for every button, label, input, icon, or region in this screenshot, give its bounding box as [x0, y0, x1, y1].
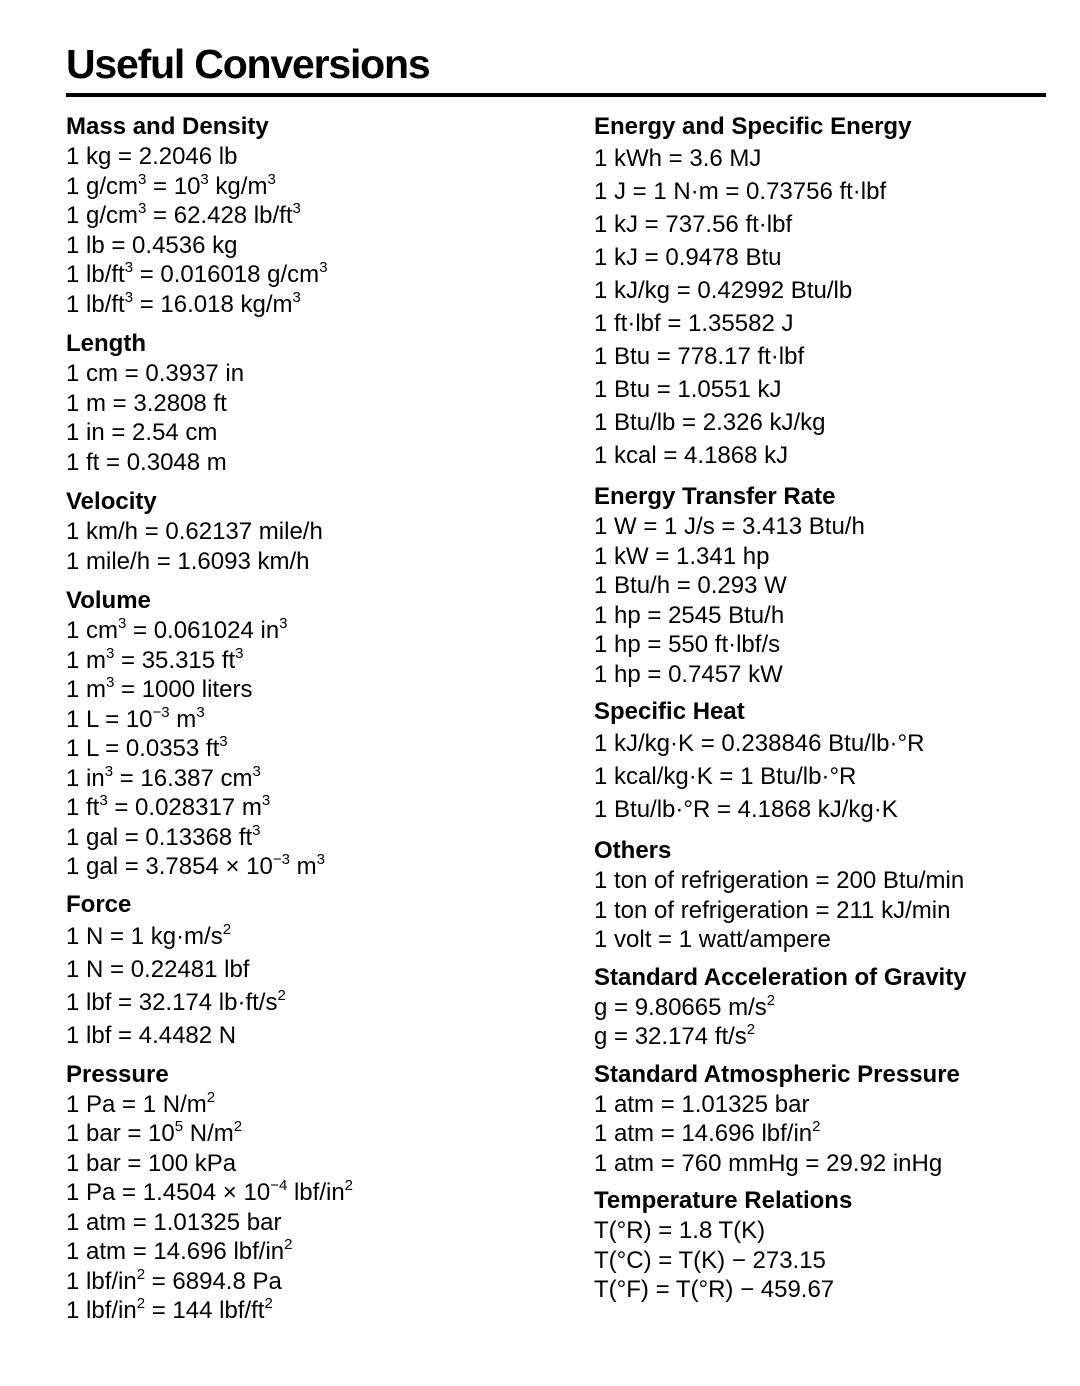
conversion-line: 1 kcal = 4.1868 kJ	[594, 442, 789, 469]
conversion-line: 1 bar = 100 kPa	[66, 1149, 237, 1177]
conversion-line: 1 lbf = 4.4482 N	[66, 1021, 237, 1049]
conversion-line: 1 lbf/$in^2 = 144$ lbf/$ft^2$	[66, 1295, 273, 1324]
conversion-line: 1 lb = 0.4536 kg	[66, 231, 238, 259]
conversion-line: 1 hp = 2545 Btu/h	[594, 601, 785, 629]
section-heading: Force	[66, 890, 132, 918]
conversion-line: 1 kW = 1.341 hp	[594, 542, 770, 570]
section-standard-acceleration-of-gravity	[594, 963, 1054, 1052]
conversion-line: 1 mile/h = 1.6093 km/h	[66, 547, 310, 575]
conversion-line: 1 hp = 550 ft·lbf/s	[594, 631, 781, 658]
conversion-line: 1 $L = 10^{-3}$ $m^3$	[66, 703, 205, 733]
section-heading: Specific Heat	[594, 698, 745, 725]
conversion-line: 1 lbf/$in^2 = 6894.8$ Pa	[66, 1265, 282, 1295]
conversion-line: T(°C) = T(K) − 273.15	[594, 1246, 826, 1274]
section-heading: Volume	[66, 587, 151, 614]
conversion-line: T(°R) = 1.8 T(K)	[594, 1217, 766, 1244]
conversion-line: 1 Btu/lb = 2.326 kJ/kg	[594, 409, 826, 436]
conversion-line: 1 atm = 760 mmHg = 29.92 inHg	[594, 1149, 943, 1177]
conversion-line: 1 kJ/kg = 0.42992 Btu/lb	[594, 277, 853, 304]
conversion-line: 1 lbf = 32.174 $lb\cdot ft/s^2$	[66, 986, 286, 1016]
conversion-line: T(°F) = T(°R) − 459.67	[594, 1276, 835, 1303]
conversion-line: 1 Btu/h = 0.293 W	[594, 572, 787, 599]
left-column	[66, 112, 566, 1326]
section-heading: Standard Acceleration of Gravity	[594, 963, 967, 991]
section-temperature-relations	[594, 1186, 1054, 1305]
conversion-line: 1 Btu/lb·°R = 4.1868 kJ/kg·K	[594, 796, 898, 823]
conversion-line: 1 $g/cm^3 = 10^3$ $kg/m^3$	[66, 170, 276, 200]
conversion-line: 1 $in^3 = 16.387$ $cm^3$	[66, 762, 261, 792]
conversion-line: 1 Btu = 1.0551 kJ	[594, 376, 782, 403]
conversion-line: 1 $m^3 = 1000$ liters	[66, 674, 253, 703]
section-energy-and-specific-energy	[594, 112, 1054, 472]
conversion-line: 1 volt = 1 watt/ampere	[594, 926, 831, 953]
conversion-line: 1 hp = 0.7457 kW	[594, 660, 783, 688]
conversion-line: 1 Pa = 1 $N/m^2$	[66, 1088, 216, 1118]
conversion-line: 1 gal = $3.7854 \times 10^{-3}$ $m^3$	[66, 851, 325, 880]
title-divider	[66, 93, 1046, 97]
section-heading: Pressure	[66, 1060, 169, 1088]
conversion-line: 1 km/h = 0.62137 mile/h	[66, 518, 323, 545]
conversion-line: 1 $cm^3 = 0.061024$ $in^3$	[66, 615, 288, 644]
conversion-line: 1 ton of refrigeration = 200 Btu/min	[594, 867, 965, 894]
conversion-line: g = 32.174 $ft/s^2$	[594, 1021, 756, 1050]
conversion-line: g = 9.80665 $m/s^2$	[594, 991, 776, 1021]
section-others	[594, 836, 1054, 955]
section-heading: Velocity	[66, 488, 157, 515]
section-heading: Others	[594, 837, 672, 864]
section-length	[66, 329, 566, 477]
conversion-line: 1 atm = 1.01325 bar	[66, 1208, 282, 1236]
right-column	[594, 112, 1054, 1305]
conversion-line: 1 N = 1 $kg\cdot m/s^2$	[66, 920, 232, 950]
conversion-line: 1 $lb/ft^3 = 0.016018$ $g/cm^3$	[66, 259, 328, 288]
section-energy-transfer-rate	[594, 482, 1054, 689]
conversion-line: 1 kJ = 0.9478 Btu	[594, 244, 782, 271]
conversion-line: 1 gal = 0.13368 $ft^3$	[66, 821, 261, 851]
conversion-line: 1 $g/cm^3 = 62.428$ $lb/ft^3$	[66, 200, 301, 229]
section-specific-heat	[594, 697, 1054, 826]
conversion-line: 1 cm = 0.3937 in	[66, 360, 245, 387]
page-title: Useful Conversions	[66, 41, 430, 87]
conversion-line: 1 $Pa = 1.4504 \times 10^{-4}$ lbf/$in^2$	[66, 1177, 354, 1206]
conversion-line: 1 atm = 14.696 lbf/$in^2$	[594, 1118, 821, 1147]
section-velocity	[66, 487, 566, 576]
conversion-line: 1 kJ/kg·K = 0.238846 Btu/lb·°R	[594, 730, 925, 757]
section-heading: Energy and Specific Energy	[594, 113, 912, 140]
conversion-line: 1 kWh = 3.6 MJ	[594, 145, 762, 172]
conversion-line: 1 atm = 14.696 lbf/$in^2$	[66, 1236, 293, 1265]
section-force	[66, 890, 566, 1052]
conversion-line: 1 bar = $10^5$ $N/m^2$	[66, 1118, 243, 1147]
conversion-line: 1 $lb/ft^3 = 16.018$ $kg/m^3$	[66, 288, 301, 318]
section-heading: Standard Atmospheric Pressure	[594, 1060, 960, 1088]
conversion-line: 1 kg = 2.2046 lb	[66, 143, 238, 170]
section-heading: Mass and Density	[66, 113, 269, 140]
section-mass-and-density	[66, 112, 566, 319]
section-heading: Energy Transfer Rate	[594, 483, 836, 510]
conversion-line: 1 atm = 1.01325 bar	[594, 1090, 810, 1118]
conversion-line: 1 kcal/kg·K = 1 Btu/lb·°R	[594, 763, 857, 790]
conversion-line: 1 kJ = 737.56 ft·lbf	[594, 211, 793, 238]
conversion-line: 1 Btu = 778.17 ft·lbf	[594, 343, 805, 370]
conversion-line: 1 $m^3 = 35.315$ $ft^3$	[66, 644, 244, 674]
conversion-line: 1 W = 1 J/s = 3.413 Btu/h	[594, 513, 865, 540]
conversion-line: 1 in = 2.54 cm	[66, 419, 218, 446]
conversion-line: 1 ft = 0.3048 m	[66, 448, 227, 476]
conversion-line: 1 ton of refrigeration = 211 kJ/min	[594, 896, 951, 924]
section-heading: Length	[66, 330, 146, 357]
conversion-line: 1 m = 3.2808 ft	[66, 389, 227, 417]
conversion-line: 1 ft·lbf = 1.35582 J	[594, 310, 794, 337]
conversion-line: 1 L = 0.0353 $ft^3$	[66, 733, 228, 762]
section-heading: Temperature Relations	[594, 1187, 853, 1214]
section-pressure	[66, 1060, 566, 1326]
section-standard-atmospheric-pressure	[594, 1060, 1054, 1179]
section-volume	[66, 586, 566, 882]
conversion-line: 1 $ft^3 = 0.028317$ $m^3$	[66, 792, 271, 821]
conversion-line: 1 J = 1 N·m = 0.73756 ft·lbf	[594, 178, 887, 205]
conversion-line: 1 N = 0.22481 lbf	[66, 955, 250, 983]
